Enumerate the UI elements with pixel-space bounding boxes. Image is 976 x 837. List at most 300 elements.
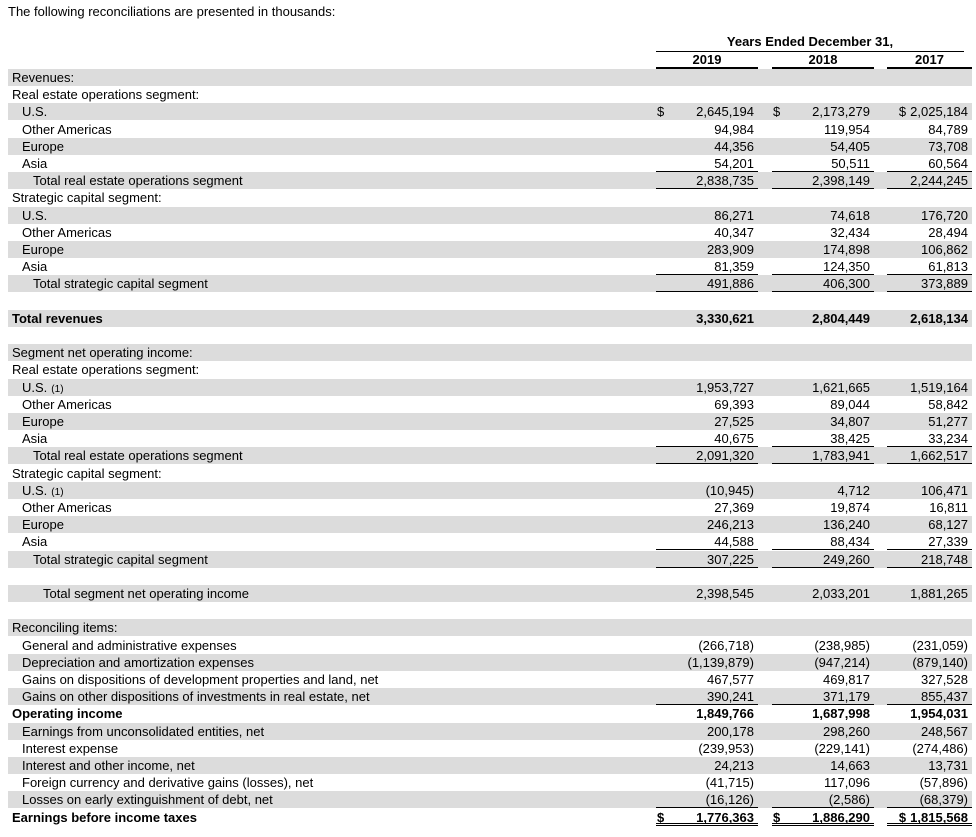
value-text: 1,881,265 [910, 586, 968, 601]
row-label-text: Other Americas [22, 121, 112, 137]
value-text: (10,945) [705, 482, 754, 498]
row-label [22, 396, 112, 413]
value-text: 246,213 [707, 517, 754, 533]
value-text: 27,525 [714, 414, 754, 429]
row-label-text: Reconciling items: [12, 620, 118, 636]
row-label [12, 809, 197, 826]
value-text: (57,896) [919, 775, 968, 791]
row-label-text: Strategic capital segment: [12, 190, 162, 206]
value-text: 1,886,290 [812, 809, 870, 825]
value-text: 2,398,149 [812, 173, 870, 189]
value-text: 1,815,568 [910, 809, 968, 825]
value-text: 54,201 [714, 156, 754, 171]
value-text: 58,842 [928, 396, 968, 412]
value-text: (2,586) [828, 792, 870, 808]
row-label-text: Interest and other income, net [22, 758, 195, 773]
row-label [22, 516, 64, 533]
value-cell [887, 705, 972, 722]
row-label [12, 619, 118, 636]
value-cell [656, 138, 758, 155]
value-text: 106,471 [921, 482, 968, 498]
value-text: 390,241 [707, 689, 754, 705]
row-label [22, 482, 64, 501]
value-text: 54,405 [830, 138, 870, 154]
value-cell [656, 740, 758, 757]
value-text: 124,350 [823, 259, 870, 275]
value-text: 89,044 [830, 396, 870, 412]
value-cell [656, 688, 758, 705]
value-cell [656, 705, 758, 722]
row-label-text: Other Americas [22, 500, 112, 515]
value-text: 1,776,363 [696, 809, 754, 825]
row-label [22, 637, 237, 654]
value-text: 24,213 [714, 758, 754, 773]
value-text: 69,393 [714, 396, 754, 412]
value-text: (41,715) [705, 775, 754, 791]
value-text: 84,789 [928, 121, 968, 137]
value-text: (947,214) [814, 654, 870, 670]
value-text: 3,330,621 [696, 310, 754, 326]
currency-symbol: $ [773, 809, 781, 825]
value-text: 2,804,449 [812, 310, 870, 326]
value-cell [887, 447, 972, 464]
value-text: 2,025,184 [910, 104, 968, 120]
table-row [8, 705, 972, 722]
row-label [43, 585, 249, 602]
value-cell [656, 207, 758, 224]
row-label-text: Total segment net operating income [43, 586, 249, 601]
value-text: 68,127 [928, 517, 968, 533]
value-cell [887, 654, 972, 671]
value-cell [656, 155, 758, 172]
value-text: 249,260 [823, 551, 870, 567]
value-cell [887, 671, 972, 688]
value-cell [772, 224, 874, 241]
value-text: 174,898 [823, 242, 870, 257]
value-text: 14,663 [830, 758, 870, 773]
value-cell [772, 138, 874, 155]
value-cell [656, 516, 758, 533]
value-text: (68,379) [919, 792, 968, 808]
table-row [8, 69, 972, 86]
value-cell [656, 585, 758, 602]
value-cell [772, 310, 874, 327]
value-cell [656, 103, 758, 120]
row-label [33, 172, 243, 189]
value-cell [772, 121, 874, 138]
value-text: 4,712 [837, 482, 870, 498]
row-label-text: Asia [22, 534, 48, 550]
value-text: 491,886 [707, 276, 754, 292]
value-cell [772, 585, 874, 602]
footnote-marker: (1) [51, 383, 64, 395]
table-row [8, 155, 972, 172]
value-text: 2,244,245 [910, 173, 968, 189]
value-text: 2,033,201 [812, 586, 870, 601]
value-cell [656, 533, 758, 550]
footnote-marker: (1) [51, 486, 64, 498]
row-label-text: Losses on early extinguishment of debt, net [22, 792, 273, 808]
row-label-text: General and administrative expenses [22, 637, 237, 653]
value-cell [656, 671, 758, 688]
value-cell [887, 688, 972, 705]
year-header-2019: 2019 [692, 52, 722, 67]
value-cell [772, 516, 874, 533]
value-cell [656, 723, 758, 740]
value-cell [772, 172, 874, 189]
value-text: 2,838,735 [696, 173, 754, 189]
value-text: 1,519,164 [910, 379, 968, 395]
value-cell [656, 241, 758, 258]
table-row [8, 361, 972, 378]
value-cell [772, 774, 874, 791]
value-text: 81,359 [714, 259, 754, 275]
value-text: 19,874 [830, 500, 870, 515]
value-cell [887, 774, 972, 791]
value-text: 2,173,279 [812, 104, 870, 120]
value-text: 51,277 [928, 414, 968, 429]
table-row [8, 327, 972, 344]
value-text: 40,347 [714, 224, 754, 240]
value-cell [887, 482, 972, 499]
value-cell [887, 224, 972, 241]
row-label-text: Asia [22, 156, 48, 171]
table-row [8, 396, 972, 413]
value-text: 88,434 [830, 534, 870, 550]
value-text: 2,398,545 [696, 586, 754, 601]
row-label [12, 465, 162, 482]
table-row [8, 172, 972, 189]
value-cell [772, 396, 874, 413]
value-cell [772, 551, 874, 568]
period-header: Years Ended December 31, [726, 34, 894, 49]
value-cell [887, 379, 972, 396]
value-cell [772, 275, 874, 292]
row-label [22, 791, 273, 808]
row-label-text: Europe [22, 517, 64, 533]
value-cell [887, 138, 972, 155]
row-label [22, 774, 313, 791]
value-cell [887, 413, 972, 430]
year-header-2017: 2017 [915, 52, 944, 67]
table-row [8, 310, 972, 327]
value-text: 467,577 [707, 672, 754, 687]
value-text: 373,889 [921, 276, 968, 292]
value-cell [887, 155, 972, 172]
value-cell [887, 396, 972, 413]
row-label-text: Total real estate operations segment [33, 448, 243, 464]
table-row [8, 568, 972, 585]
value-text: (1,139,879) [687, 654, 754, 670]
table-row [8, 654, 972, 671]
value-cell [656, 447, 758, 464]
row-label-text: Europe [22, 138, 64, 154]
value-text: (16,126) [705, 792, 754, 808]
table-row [8, 533, 972, 550]
value-cell [887, 207, 972, 224]
value-text: 32,434 [830, 224, 870, 240]
value-cell [887, 430, 972, 447]
value-cell [656, 413, 758, 430]
value-cell [772, 809, 874, 826]
value-text: (879,140) [912, 654, 968, 670]
value-cell [772, 241, 874, 258]
value-cell [772, 705, 874, 722]
value-text: (239,953) [698, 740, 754, 756]
value-cell [887, 723, 972, 740]
value-cell [887, 791, 972, 808]
row-label-text: Earnings before income taxes [12, 809, 197, 825]
row-label [12, 310, 103, 327]
value-cell [887, 121, 972, 138]
value-text: 73,708 [928, 138, 968, 154]
row-label-text: Total real estate operations segment [33, 173, 243, 189]
table-row [8, 757, 972, 774]
value-cell [772, 671, 874, 688]
row-label-text: Earnings from unconsolidated entities, net [22, 723, 265, 739]
value-cell [656, 172, 758, 189]
value-cell [772, 791, 874, 808]
value-cell [887, 757, 972, 774]
value-text: 44,356 [714, 138, 754, 154]
value-cell [656, 757, 758, 774]
value-cell [656, 396, 758, 413]
row-label [22, 207, 47, 224]
value-text: 136,240 [823, 517, 870, 533]
value-text: 40,675 [714, 431, 754, 447]
currency-symbol: $ [657, 104, 665, 120]
value-cell [772, 103, 874, 120]
table-row [8, 189, 972, 206]
value-cell [887, 258, 972, 275]
value-cell [772, 654, 874, 671]
value-cell [887, 533, 972, 550]
table-row [8, 516, 972, 533]
table-row [8, 723, 972, 740]
row-label-text: U.S. [22, 207, 48, 223]
value-cell [772, 207, 874, 224]
value-text: (231,059) [912, 637, 968, 653]
value-cell [772, 723, 874, 740]
table-row [8, 293, 972, 310]
value-text: 74,618 [830, 207, 870, 223]
table-row [8, 602, 972, 619]
table-row [8, 379, 972, 396]
row-label [22, 258, 47, 275]
value-cell [656, 654, 758, 671]
row-label-text: Interest expense [22, 740, 119, 756]
value-cell [772, 757, 874, 774]
value-text: 248,567 [921, 723, 968, 739]
row-label [22, 757, 195, 774]
table-row [8, 275, 972, 292]
row-label-text: Real estate operations segment: [12, 362, 200, 378]
value-cell [772, 482, 874, 499]
row-label-text: Asia [22, 259, 48, 275]
value-cell [772, 740, 874, 757]
value-text: 283,909 [707, 242, 754, 257]
value-cell [772, 258, 874, 275]
row-label [22, 499, 112, 516]
row-label [22, 241, 64, 258]
value-cell [656, 430, 758, 447]
table-row [8, 86, 972, 103]
value-text: 94,984 [714, 121, 754, 137]
table-row [8, 740, 972, 757]
row-label [22, 671, 378, 688]
value-text: 61,813 [928, 259, 968, 275]
value-cell [887, 172, 972, 189]
row-label [22, 413, 64, 430]
intro-text: The following reconciliations are presented in thousands: [8, 4, 336, 19]
value-cell [887, 740, 972, 757]
value-cell [656, 791, 758, 808]
table-row [8, 465, 972, 482]
value-cell [656, 379, 758, 396]
row-label [33, 275, 208, 292]
row-label-text: Other Americas [22, 224, 112, 240]
row-label-text: U.S. [22, 379, 48, 395]
value-text: 176,720 [921, 207, 968, 223]
value-cell [887, 637, 972, 654]
value-cell [887, 585, 972, 602]
value-cell [656, 121, 758, 138]
value-text: 44,588 [714, 534, 754, 550]
table-row [8, 585, 972, 602]
row-label [12, 69, 74, 86]
value-cell [656, 275, 758, 292]
table-row [8, 430, 972, 447]
row-label-text: Revenues: [12, 70, 75, 85]
value-text: 119,954 [823, 121, 870, 137]
value-text: 218,748 [921, 551, 968, 567]
row-label [22, 430, 47, 447]
row-label [12, 189, 162, 206]
value-text: (266,718) [698, 637, 754, 653]
value-cell [772, 155, 874, 172]
row-label [12, 705, 123, 722]
value-text: 50,511 [831, 156, 870, 171]
value-text: 60,564 [928, 156, 968, 171]
table-row [8, 551, 972, 568]
value-cell [656, 258, 758, 275]
year-header-2018: 2018 [808, 52, 838, 67]
row-label-text: Depreciation and amortization expenses [22, 654, 254, 670]
value-text: 1,954,031 [910, 706, 968, 722]
value-text: 34,807 [830, 414, 870, 429]
value-text: 86,271 [714, 207, 754, 223]
value-text: 327,528 [921, 672, 968, 687]
row-label [22, 103, 47, 120]
value-cell [772, 637, 874, 654]
value-text: 2,618,134 [910, 310, 968, 326]
value-text: (229,141) [814, 740, 870, 756]
value-text: 1,662,517 [910, 448, 968, 464]
value-text: 855,437 [921, 689, 968, 705]
row-label [22, 379, 64, 398]
value-cell [887, 310, 972, 327]
value-cell [656, 482, 758, 499]
value-text: 298,260 [823, 723, 870, 739]
row-label [22, 155, 47, 172]
table-row [8, 138, 972, 155]
row-label [22, 121, 112, 138]
row-label [22, 654, 254, 671]
value-text: 106,862 [921, 242, 968, 257]
table-row [8, 791, 972, 808]
table-row [8, 258, 972, 275]
row-label-text: Total strategic capital segment [33, 276, 208, 292]
value-text: 1,953,727 [696, 379, 754, 395]
row-label-text: Real estate operations segment: [12, 87, 200, 103]
value-cell [887, 241, 972, 258]
value-cell [656, 774, 758, 791]
value-text: (238,985) [814, 637, 870, 653]
value-text: 33,234 [928, 431, 968, 447]
value-text: 1,687,998 [812, 706, 870, 722]
row-label [33, 447, 243, 464]
row-label-text: Segment net operating income: [12, 345, 193, 361]
value-cell [887, 516, 972, 533]
table-row [8, 637, 972, 654]
value-text: 371,179 [823, 689, 870, 705]
value-text: 2,645,194 [696, 104, 754, 120]
value-text: 27,369 [714, 500, 754, 515]
value-cell [656, 637, 758, 654]
value-text: 38,425 [830, 431, 870, 447]
value-text: 13,731 [928, 758, 968, 773]
table-row [8, 688, 972, 705]
value-cell [887, 551, 972, 568]
row-label-text: Operating income [12, 706, 123, 722]
row-label-text: Europe [22, 242, 64, 257]
row-label-text: U.S. [22, 104, 48, 120]
row-label [22, 224, 112, 241]
row-label-text: Total strategic capital segment [33, 551, 208, 567]
value-text: 469,817 [823, 672, 870, 687]
table-row [8, 413, 972, 430]
row-label-text: Asia [22, 431, 48, 447]
value-cell [656, 310, 758, 327]
row-label-text: Other Americas [22, 396, 112, 412]
value-text: 1,849,766 [696, 706, 754, 722]
value-cell [772, 413, 874, 430]
table-row [8, 619, 972, 636]
row-label [22, 723, 264, 740]
value-cell [656, 551, 758, 568]
row-label [22, 533, 47, 550]
value-cell [887, 275, 972, 292]
currency-symbol: $ [773, 104, 781, 120]
table-row [8, 774, 972, 791]
row-label [33, 551, 208, 568]
row-label [12, 344, 193, 361]
table-row [8, 121, 972, 138]
table-row [8, 207, 972, 224]
row-label-text: Gains on other dispositions of investments in real estate, net [22, 689, 370, 705]
value-text: 16,811 [929, 500, 968, 515]
row-label-text: Gains on dispositions of development properties and land, net [22, 672, 379, 687]
value-cell [772, 447, 874, 464]
value-text: 307,225 [707, 551, 754, 567]
row-label-text: Total revenues [12, 310, 103, 326]
row-label [12, 86, 199, 103]
value-text: 117,096 [823, 775, 870, 791]
value-text: 2,091,320 [696, 448, 754, 464]
value-cell [772, 430, 874, 447]
value-cell [772, 533, 874, 550]
table-row [8, 344, 972, 361]
